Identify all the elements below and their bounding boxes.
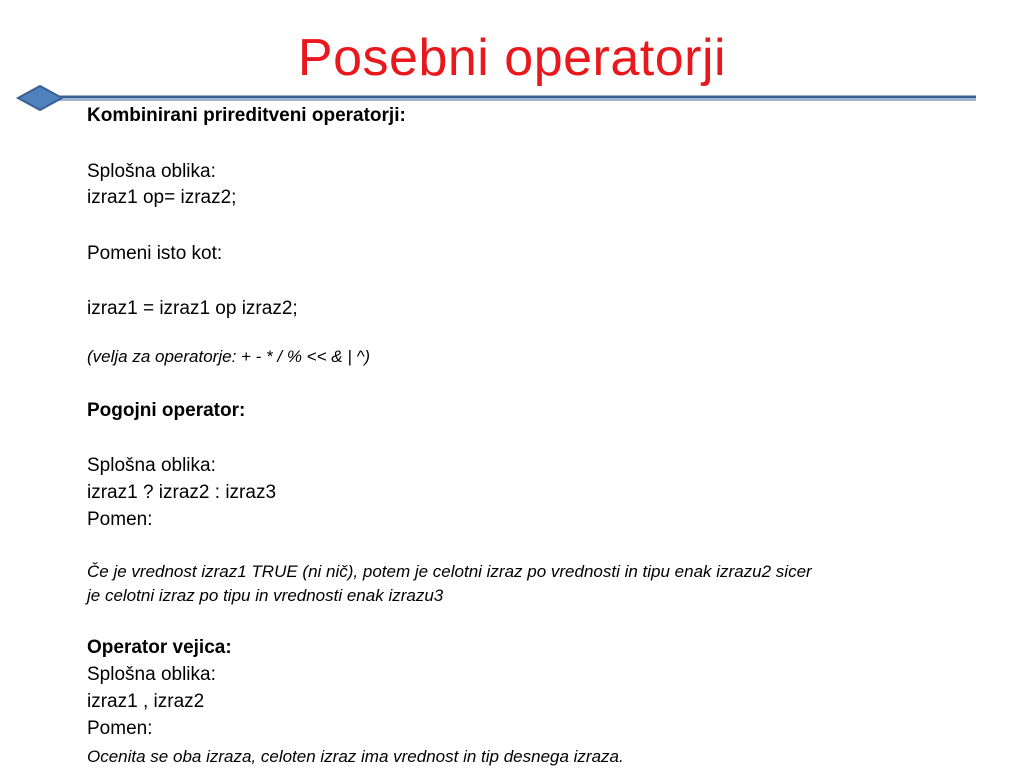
conditional-explanation-line2: je celotni izraz po tipu in vrednosti enak izrazu3: [87, 586, 444, 605]
slide-title: Posebni operatorji: [297, 29, 727, 87]
compound-meaning-label: Pomeni isto kot:: [87, 243, 223, 264]
compound-equivalent: izraz1 = izraz1 op izraz2;: [87, 298, 298, 319]
comma-meaning-label: Pomen:: [87, 718, 153, 739]
section-heading-compound: Kombinirani prireditveni operatorji:: [87, 105, 406, 126]
compound-note: (velja za operatorje: + - * / % << & | ^): [87, 347, 371, 366]
diamond-bullet-icon: [18, 86, 62, 110]
comma-general-label: Splošna oblika:: [87, 664, 216, 685]
conditional-meaning-label: Pomen:: [87, 509, 153, 530]
conditional-general-label: Splošna oblika:: [87, 455, 216, 476]
section-heading-conditional: Pogojni operator:: [87, 400, 246, 421]
comma-explanation: Ocenita se oba izraza, celoten izraz ima vrednost in tip desnega izraza.: [87, 747, 624, 766]
conditional-explanation-line1: Če je vrednost izraz1 TRUE (ni nič), potem je celotni izraz po vrednosti in tipu enak izrazu2 sicer: [87, 562, 812, 581]
conditional-general-form: izraz1 ? izraz2 : izraz3: [87, 482, 277, 503]
compound-general-form: izraz1 op= izraz2;: [87, 187, 237, 208]
comma-general-form: izraz1 , izraz2: [87, 691, 205, 712]
compound-general-label: Splošna oblika:: [87, 161, 216, 182]
section-heading-comma: Operator vejica:: [87, 637, 232, 658]
